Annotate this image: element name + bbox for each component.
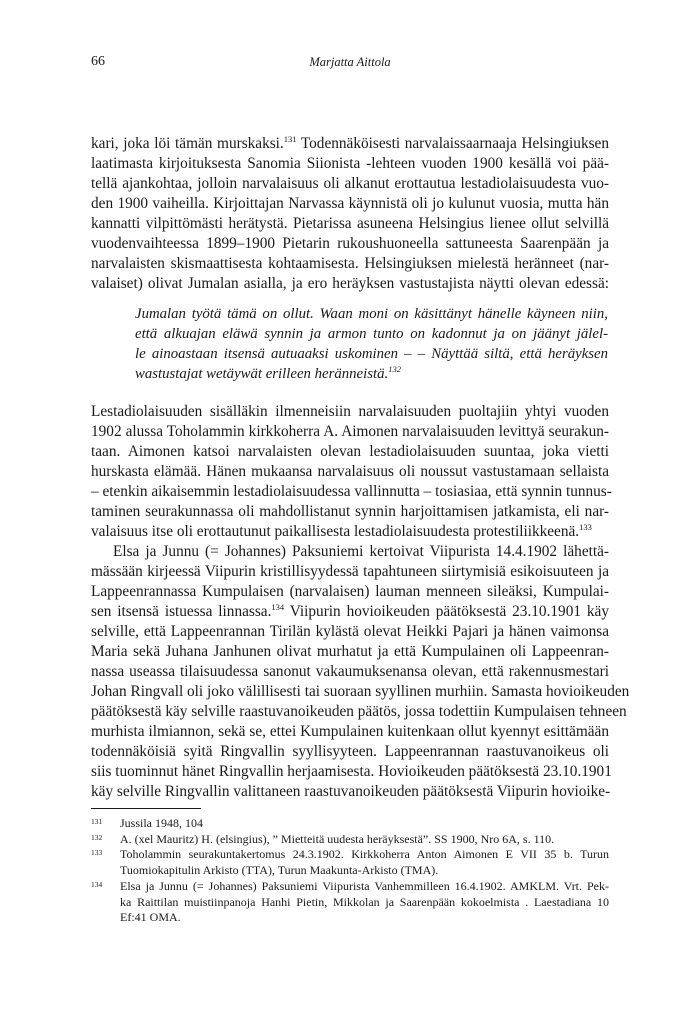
text-line: sen itsensä istuessa linnassa.$^{134}$ Viipurin hovioikeuden päätöksestä 23.10.1901 käy: [91, 601, 609, 620]
text-line: mässään kirjeessä Viipurin kristillisyydessä tapahtuneen siirtymisiä esikoisuuteen ja: [91, 563, 609, 580]
footnote-ref: 133: [579, 521, 592, 532]
paragraph-1: [91, 134, 609, 294]
page-number: 66: [91, 54, 105, 69]
quote-line: että alkuajan eläwä synnin ja armon tunto on kadonnut ja on jäänyt jälel-: [135, 326, 608, 342]
footnote-text: Toholammin seurakuntakertomus 24.3.1902. Kirkkoherra Anton Aimonen E VII 35 b. Turun: [120, 847, 609, 862]
text-line: siis tuominnut hänet Ringvallin herjaamisesta. Hovioikeuden päätöksestä 23.10.1901: [91, 763, 612, 780]
footnote-number: 131: [91, 817, 103, 826]
text-line: nassa useassa tilaisuudessa sanonut vakaumuksenansa olevan, että rakennusmestari: [91, 663, 609, 680]
quote-line: Jumalan työtä tämä on ollut. Waan moni on käsittänyt hänelle käyneen niin,: [135, 306, 608, 322]
footnote: [91, 832, 609, 848]
footnote-number: 132: [91, 832, 103, 842]
footnote-text: Tuomiokapitulin Arkisto (TTA), Turun Maakunta-Arkisto (TMA).: [120, 863, 439, 878]
text-line: Johan Ringvall oli joko välillisesti tai suoraan syyllinen murhiin. Samasta hovioikeuden: [91, 683, 630, 700]
text-line: vuodenvaihteessa 1899–1900 Pietarin rukoushuoneella sattuneesta Saarenpään ja: [91, 235, 609, 252]
text-line: selville, että Lappeenrannan Tirilän kylästä olevat Heikki Pajari ja hänen vaimonsa: [91, 623, 609, 640]
footnote-ref: 131: [283, 133, 297, 144]
footnote-separator: [91, 808, 201, 809]
text-line: kari, joka löi tämän murskaksi.$^{131}$ Todennäköisesti narvalaissaarnaaja Helsingiuksen: [91, 133, 609, 152]
text-line: todennäköisiä syitä Ringvallin syyllisyyteen. Lappeenrannan raastuvanoikeus oli: [91, 743, 609, 760]
text-line: kannatti vilpittömästi herätystä. Pietarissa asuneena Helsingius lienee ollut selvillä: [91, 215, 609, 232]
footnotes: [91, 816, 609, 926]
footnote-number: 134: [91, 879, 103, 889]
footnote-text: A. (xel Mauritz) H. (elsingius), ” Mietteitä uudesta heräyksestä”. SS 1900, Nro 6A, s. 110.: [120, 831, 555, 846]
text-line: – etenkin aikaisemmin lestadiolaisuudessa vallinnutta – tosiasiaa, että synnin tunnus-: [91, 483, 612, 500]
block-quote: [135, 304, 608, 384]
text-line: tellä ajankohtaa, jolloin narvalaisuus oli alkanut erottautua lestadiolaisuudesta vuo-: [91, 175, 609, 192]
running-head-author: Marjatta Aittola: [309, 55, 391, 69]
footnote-text: Ef:41 OMA.: [120, 910, 181, 925]
text-line: den 1900 vaiheilla. Kirjoittajan Narvassa käynnistä oli jo kulunut vuosia, mutta hän: [91, 195, 609, 212]
paragraphs-2-3: [91, 402, 630, 802]
footnote: [91, 847, 609, 878]
text-line: valaiset) olivat Jumalan asialla, ja ero heräyksen vastustajista näytti olevan edessä:: [91, 275, 609, 292]
text-line: murhista ilmiannon, sekä se, ettei Kumpulainen kuitenkaan ollut kyennyt esittämään: [91, 723, 609, 740]
quote-line: wastustajat wetäywät erilleen heränneistä.$^{132}$: [135, 364, 401, 382]
text-line: laatimasta kirjoituksesta Sanomia Siionista -lehteen vuoden 1900 kesällä voi pää-: [91, 155, 609, 172]
footnote-ref: 134: [271, 601, 285, 612]
footnote-number: 133: [91, 848, 103, 858]
quote-line: le ainoastaan itsensä autuaaksi uskominen – – Näyttää siltä, että heräyksen: [135, 346, 608, 362]
text-line: Lappeenrannassa Kumpulaisen (narvalaisen) lauman menneen sileäksi, Kumpulai-: [91, 583, 609, 600]
text-line: taan. Aimonen katsoi narvalaisten olevan lestadiolaisuuden suuntaa, joka vietti: [91, 443, 609, 460]
footnote-text: Elsa ja Junnu (= Johannes) Paksuniemi Viipurista Vanhemmilleen 16.4.1902. AMKLM. Vrt. Pek-: [120, 878, 609, 893]
text-line: narvalaisten skismaattisesta kohtaamisesta. Helsingiuksen mielestä heränneet (nar-: [91, 255, 609, 272]
text-line: Lestadiolaisuuden sisälläkin ilmenneisiin narvalaisuuden puoltajiin yhtyi vuoden: [91, 403, 609, 420]
text-line: päätöksestä käy selville raastuvanoikeuden päätös, jossa todettiin Kumpulaisen tehneen: [91, 703, 627, 720]
text-line: taminen seurakunnassa oli mahdollistanut synnin harjoittamisen jatkamista, eli nar-: [91, 503, 609, 520]
text-line: käy selville Ringvallin valittaneen raastuvanoikeuden päätöksestä Viipurin hovioike-: [91, 783, 611, 800]
footnote-text: ka Raittilan muistiinpanoja Hanhi Pietin, Mikkolan ja Saarenpään kokoelmista . Laestadiana 10: [120, 894, 609, 909]
footnote-ref: 132: [388, 364, 401, 375]
text-line: Maria sekä Juhana Janhunen olivat murhatut ja että Kumpulainen oli Lappeenran-: [91, 643, 609, 660]
footnote: [91, 879, 609, 926]
text-line: valaisuus itse oli erottautunut paikallisesta lestadiolaisuudesta protestiliikkeenä.$^{133}$: [91, 521, 592, 540]
footnote-text: Jussila 1948, 104: [120, 816, 204, 830]
text-line: hurskasta elämää. Hänen mukaansa narvalaisuus oli noussut vastustamaan sellaista: [91, 463, 609, 480]
text-line: 1902 alussa Toholammin kirkkoherra A. Aimonen narvalaisuuden levittyä seurakun-: [91, 423, 609, 440]
text-line: Elsa ja Junnu (= Johannes) Paksuniemi kertoivat Viipurista 14.4.1902 lähettä-: [113, 543, 609, 560]
footnote: [91, 816, 609, 832]
